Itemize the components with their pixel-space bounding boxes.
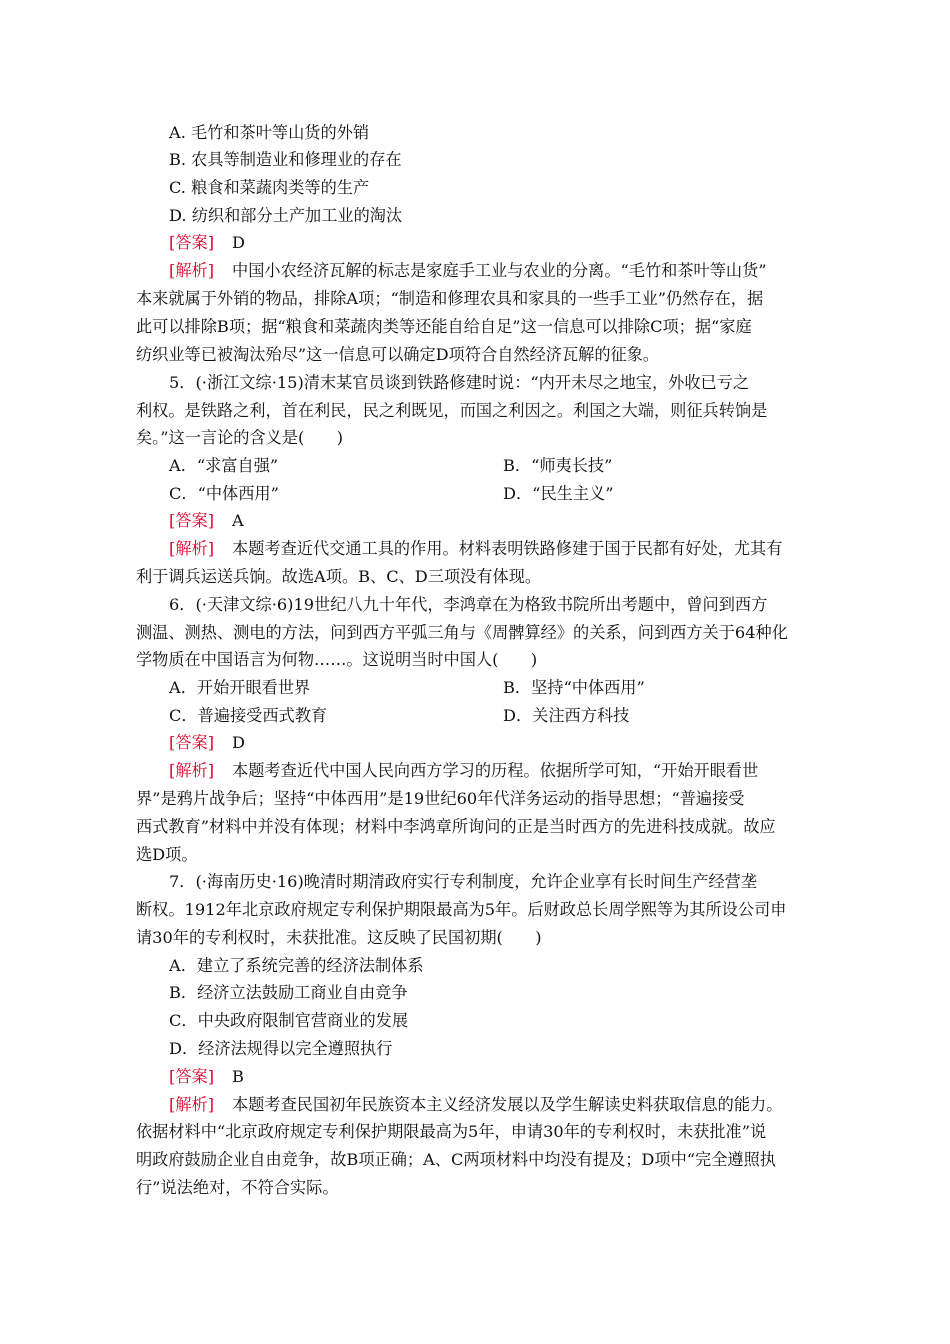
q5-option-d: D．“民生主义” xyxy=(503,484,614,503)
q7-stem-line-1: 7．(·海南历史·16)晚清时期清政府实行专利制度，允许企业享有长时间生产经营垄 xyxy=(169,872,758,891)
q6-stem-line-3: 学物质在中国语言为何物……。这说明当时中国人( ) xyxy=(136,650,538,669)
q5-analysis-line-1 xyxy=(169,539,782,559)
q4-analysis-line-3: 此可以排除B项；据“粮食和菜蔬肉类等还能自给自足”这一信息可以排除C项；据“家庭 xyxy=(136,317,752,336)
q7-answer: B xyxy=(232,1067,244,1086)
q6-option-c: C．普遍接受西式教育 xyxy=(169,706,328,725)
q4-analysis-line-1 xyxy=(169,261,767,281)
q7-analysis-line-1 xyxy=(169,1095,782,1115)
q5-answer-line xyxy=(169,511,244,531)
analysis-tag: [解析] xyxy=(169,539,215,558)
q5-stem-line-1: 5．(·浙江文综·15)清末某官员谈到铁路修建时说：“内开未尽之地宝，外收已亏之 xyxy=(169,373,750,392)
q6-stem-line-1: 6．(·天津文综·6)19世纪八九十年代，李鸿章在为格致书院所出考题中，曾问到西方 xyxy=(169,595,768,614)
q6-option-d: D．关注西方科技 xyxy=(503,706,630,725)
q7-analysis-text: 本题考查民国初年民族资本主义经济发展以及学生解读史料获取信息的能力。 xyxy=(232,1095,783,1114)
q5-stem-line-3: 矣。”这一言论的含义是( ) xyxy=(136,428,344,447)
q7-analysis-line-4: 行”说法绝对，不符合实际。 xyxy=(136,1178,339,1197)
q5-option-a: A．“求富自强” xyxy=(169,456,279,475)
answer-tag: [答案] xyxy=(169,511,215,530)
q7-stem-line-2: 断权。1912年北京政府规定专利保护期限最高为5年。后财政总长周学熙等为其所设公司申 xyxy=(136,900,787,919)
q5-analysis-line-2: 利于调兵运送兵饷。故选A项。B、C、D三项没有体现。 xyxy=(136,567,542,586)
answer-tag: [答案] xyxy=(169,1067,215,1086)
analysis-tag: [解析] xyxy=(169,261,215,280)
q4-option-c: C. 粮食和菜蔬肉类等的生产 xyxy=(169,178,370,197)
q4-option-b: B. 农具等制造业和修理业的存在 xyxy=(169,150,402,169)
q6-analysis-line-2: 界”是鸦片战争后；坚持“中体西用”是19世纪60年代洋务运动的指导思想；“普遍接受 xyxy=(136,789,745,808)
q7-analysis-line-2: 依据材料中“北京政府规定专利保护期限最高为5年，申请30年的专利权时，未获批准”说 xyxy=(136,1122,767,1141)
q6-option-a: A．开始开眼看世界 xyxy=(169,678,311,697)
q6-analysis-line-4: 选D项。 xyxy=(136,845,198,864)
q4-analysis-line-2: 本来就属于外销的物品，排除A项；“制造和修理农具和家具的一些手工业”仍然存在，据 xyxy=(136,289,764,308)
q7-option-d: D．经济法规得以完全遵照执行 xyxy=(169,1039,393,1058)
q6-stem-line-2: 测温、测热、测电的方法，问到西方平弧三角与《周髀算经》的关系，问到西方关于64种化 xyxy=(136,623,788,642)
q6-answer: D xyxy=(232,733,245,752)
answer-tag: [答案] xyxy=(169,733,215,752)
q4-option-d: D. 纺织和部分土产加工业的淘汰 xyxy=(169,206,403,225)
q6-analysis-text: 本题考查近代中国人民向西方学习的历程。依据所学可知，“开始开眼看世 xyxy=(232,761,759,780)
q5-option-b: B．“师夷长技” xyxy=(503,456,613,475)
q7-option-c: C．中央政府限制官营商业的发展 xyxy=(169,1011,409,1030)
q4-answer: D xyxy=(232,233,245,252)
q6-option-b: B．坚持“中体西用” xyxy=(503,678,645,697)
q7-analysis-line-3: 明政府鼓励企业自由竞争，故B项正确；A、C两项材料中均没有提及；D项中“完全遵照执 xyxy=(136,1150,776,1169)
q4-analysis-line-4: 纺织业等已被淘汰殆尽”这一信息可以确定D项符合自然经济瓦解的征象。 xyxy=(136,345,660,364)
q4-answer-line xyxy=(169,233,245,253)
answer-tag: [答案] xyxy=(169,233,215,252)
q7-stem-line-3: 请30年的专利权时，未获批准。这反映了民国初期( ) xyxy=(136,928,542,947)
q7-option-a: A．建立了系统完善的经济法制体系 xyxy=(169,956,424,975)
q7-option-b: B．经济立法鼓励工商业自由竞争 xyxy=(169,983,408,1002)
q6-analysis-line-1 xyxy=(169,761,758,781)
q5-option-c: C．“中体西用” xyxy=(169,484,279,503)
q5-analysis-text: 本题考查近代交通工具的作用。材料表明铁路修建于国于民都有好处，尤其有 xyxy=(232,539,783,558)
q6-analysis-line-3: 西式教育”材料中并没有体现；材料中李鸿章所询问的正是当时西方的先进科技成就。故应 xyxy=(136,817,776,836)
q4-analysis-text: 中国小农经济瓦解的标志是家庭手工业与农业的分离。“毛竹和茶叶等山货” xyxy=(232,261,767,280)
q5-answer: A xyxy=(232,511,244,530)
q7-answer-line xyxy=(169,1067,244,1087)
q6-answer-line xyxy=(169,733,245,753)
analysis-tag: [解析] xyxy=(169,1095,215,1114)
q5-stem-line-2: 利权。是铁路之利，首在利民，民之利既见，而国之利因之。利国之大端，则征兵转饷是 xyxy=(136,401,768,420)
q4-option-a: A. 毛竹和茶叶等山货的外销 xyxy=(169,123,370,142)
analysis-tag: [解析] xyxy=(169,761,215,780)
